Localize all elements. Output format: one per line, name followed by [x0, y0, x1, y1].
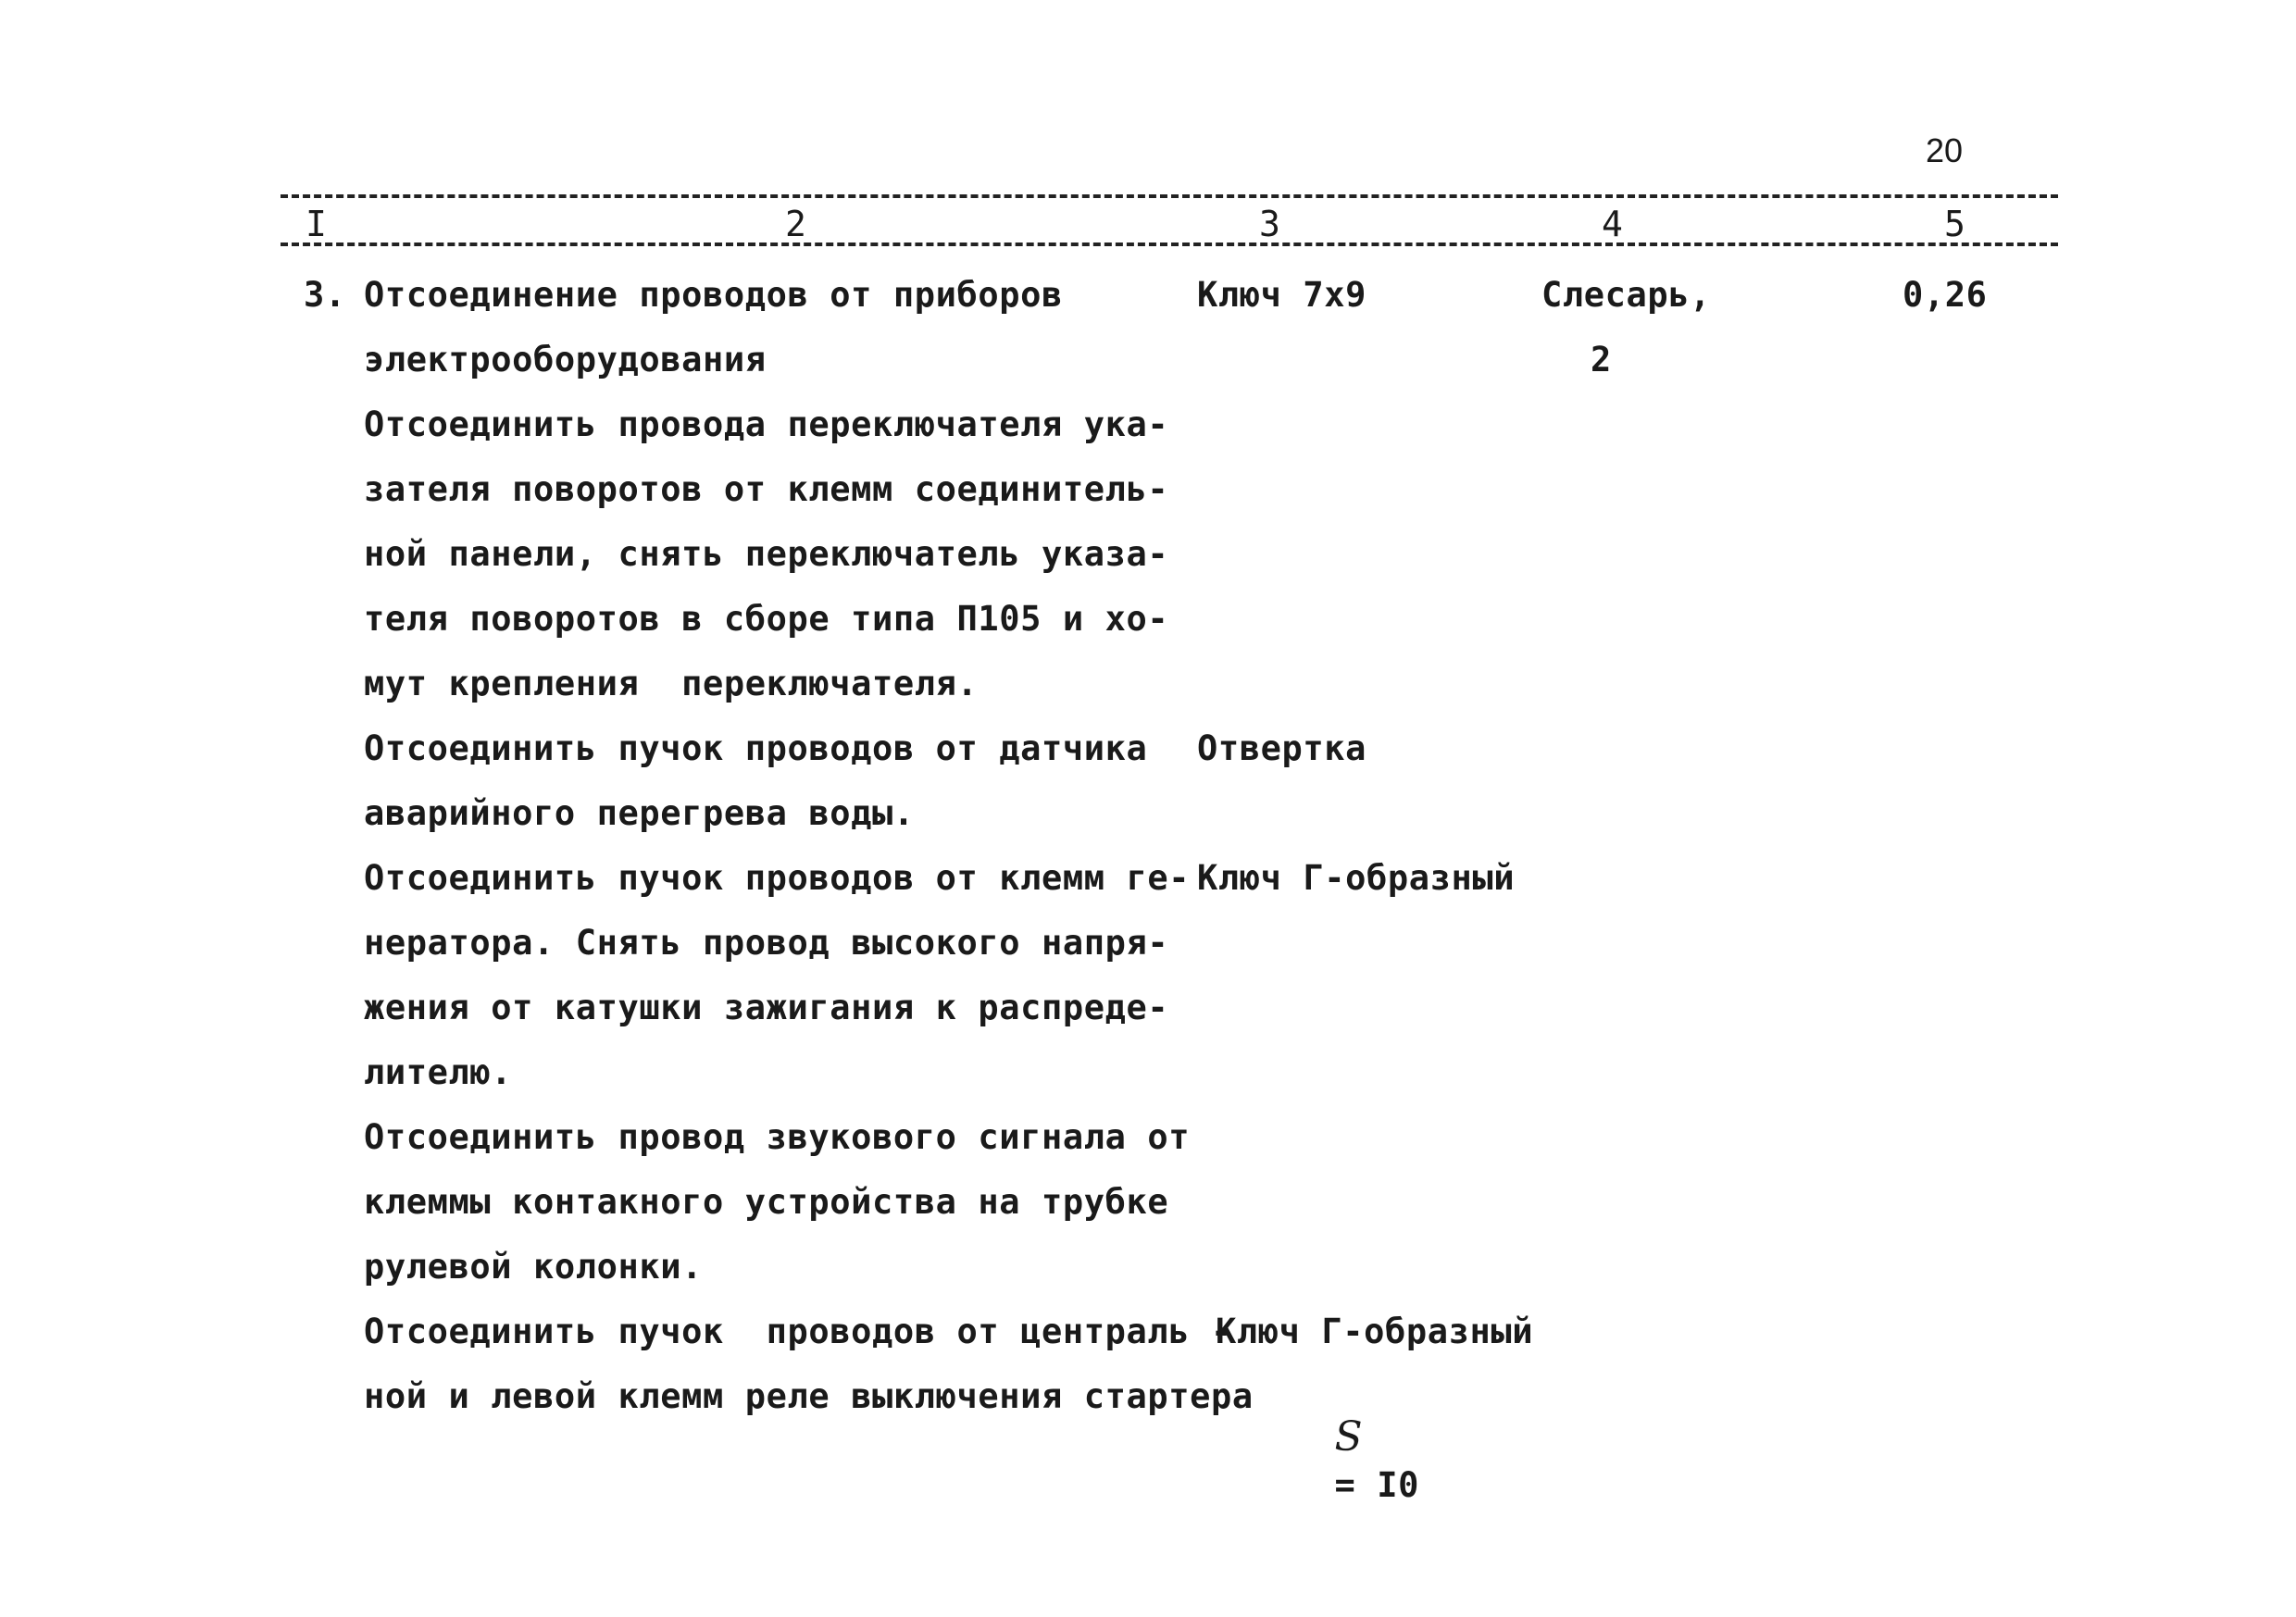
step-2-tool: Отвертка	[1197, 728, 1367, 768]
step-1-line-1: Отсоединить провода переключателя ука-	[364, 404, 1169, 444]
step-5-tool-size	[1250, 1368, 1419, 1555]
header-col-1: I	[306, 204, 327, 244]
step-1-line-4: теля поворотов в сборе типа П105 и хо-	[364, 599, 1169, 639]
step-3-line-4: лителю.	[364, 1052, 513, 1092]
step-5-line-1: Отсоединить пучок проводов от централь -	[364, 1312, 1232, 1351]
header-col-3: 3	[1259, 204, 1280, 244]
item-number: 3.	[304, 275, 346, 315]
worker-label: Слесарь,	[1541, 275, 1712, 315]
time-value: 0,26	[1903, 275, 1988, 315]
step-4-line-1: Отсоединить провод звукового сигнала от	[364, 1117, 1191, 1157]
step-3-tool: Ключ Г-образный	[1197, 858, 1516, 898]
header-rule-bottom	[281, 243, 2058, 246]
worker-grade: 2	[1591, 340, 1612, 379]
page-number: 20	[1926, 131, 1964, 169]
item-title-line-2: электрооборудования	[364, 340, 767, 379]
step-2-line-2: аварийного перегрева воды.	[364, 793, 915, 833]
tool-size-value: = I0	[1334, 1465, 1420, 1505]
header-col-5: 5	[1944, 204, 1965, 244]
step-3-line-2: нератора. Снять провод высокого напря-	[364, 923, 1169, 963]
step-4-line-2: клеммы контакного устройства на трубке	[364, 1182, 1169, 1222]
step-5-line-2: ной и левой клемм реле выключения стартера	[364, 1376, 1254, 1416]
step-5-tool: Ключ Г-образный	[1216, 1312, 1534, 1351]
header-rule-top	[281, 194, 2058, 198]
step-3-line-1: Отсоединить пучок проводов от клемм ге-	[364, 858, 1191, 898]
step-3-line-3: жения от катушки зажигания к распреде-	[364, 988, 1169, 1027]
item-title-line-1: Отсоединение проводов от приборов	[364, 275, 1063, 315]
step-1-line-2: зателя поворотов от клемм соединитель-	[364, 469, 1169, 509]
step-2-line-1: Отсоединить пучок проводов от датчика	[364, 728, 1148, 768]
step-1-line-3: ной панели, снять переключатель указа-	[364, 534, 1169, 574]
tool-main: Ключ 7х9	[1197, 275, 1367, 315]
header-col-2: 2	[785, 204, 806, 244]
header-col-4: 4	[1602, 204, 1623, 244]
tool-size-symbol: S	[1334, 1413, 1364, 1461]
step-4-line-3: рулевой колонки.	[364, 1247, 704, 1287]
step-1-line-5: мут крепления переключателя.	[364, 664, 979, 703]
